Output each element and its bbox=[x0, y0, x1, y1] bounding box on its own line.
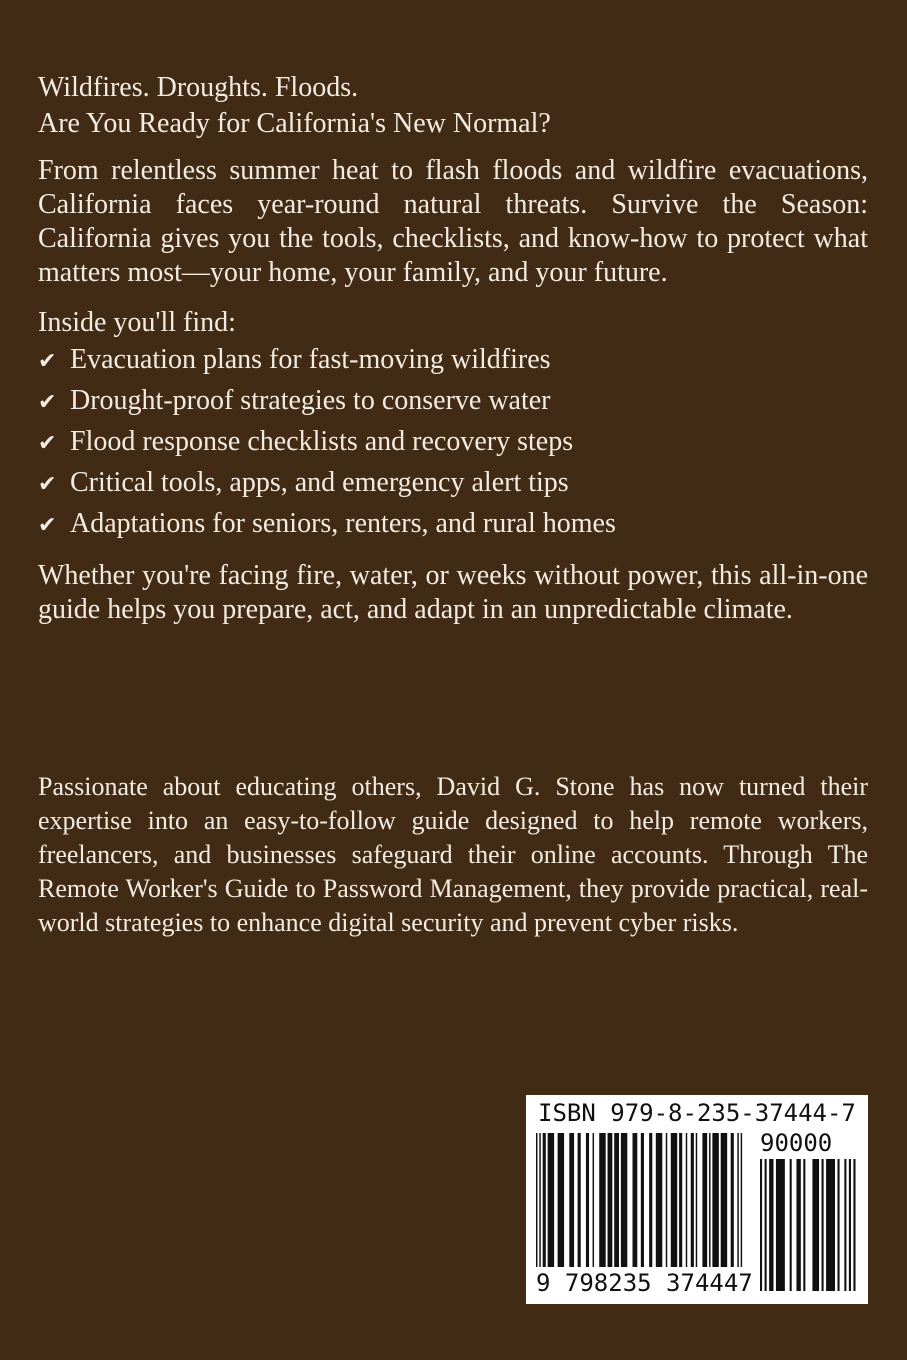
barcode-bar bbox=[765, 1159, 767, 1291]
list-item bbox=[38, 422, 868, 463]
barcode-bar bbox=[539, 1133, 540, 1267]
barcode-bar bbox=[796, 1159, 800, 1291]
check-icon: ✔ bbox=[38, 513, 57, 538]
barcode-main-bars bbox=[536, 1133, 744, 1267]
isbn-label: ISBN 979-8-235-37444-7 bbox=[538, 1099, 856, 1127]
list-item-text: Adaptations for seniors, renters, and rural homes bbox=[70, 508, 616, 539]
barcode-bar bbox=[803, 1159, 805, 1291]
barcode-bar bbox=[633, 1133, 638, 1267]
list-item bbox=[38, 463, 868, 504]
closing-paragraph: Whether you're facing fire, water, or weeks without power, this all-in-one guide helps you prepare, act, and adapt in an unpredictable climate. bbox=[38, 560, 868, 625]
barcode-bar bbox=[599, 1133, 605, 1267]
list-item bbox=[38, 504, 868, 545]
barcode-bar bbox=[812, 1159, 819, 1291]
barcode-bar bbox=[731, 1133, 734, 1267]
barcode-bar bbox=[548, 1133, 554, 1267]
list-item bbox=[38, 340, 868, 381]
barcode-bar bbox=[686, 1133, 687, 1267]
barcode-bar bbox=[822, 1159, 824, 1291]
list-item-text: Drought-proof strategies to conserve water bbox=[70, 385, 551, 416]
barcode-bar bbox=[593, 1133, 594, 1267]
barcode-bar bbox=[790, 1159, 792, 1291]
barcode-bar bbox=[641, 1133, 644, 1267]
barcode-bar bbox=[649, 1133, 652, 1267]
headline-line-2: Are You Ready for California's New Normal? bbox=[38, 108, 551, 139]
barcode-addon-bars bbox=[760, 1159, 858, 1291]
list-item-text: Evacuation plans for fast-moving wildfires bbox=[70, 344, 551, 375]
barcode-bar bbox=[621, 1133, 627, 1267]
barcode-bar bbox=[837, 1159, 839, 1291]
barcode-bar bbox=[608, 1133, 613, 1267]
barcode-bar bbox=[691, 1133, 694, 1267]
barcode-bar bbox=[844, 1159, 846, 1291]
barcode-bar bbox=[569, 1133, 574, 1267]
barcode-bar bbox=[769, 1159, 773, 1291]
author-bio: Passionate about educating others, David G. Stone has now turned their expertise into an easy-to-follow guide designed to help remote workers, freelancers, and businesses safeguard their online accounts. Through The Remote Worker's Guide to Password Management, they provide practical, real-world strategies to enhance digital security and prevent cyber risks. bbox=[38, 772, 868, 937]
check-icon: ✔ bbox=[38, 349, 57, 374]
barcode-bar bbox=[543, 1133, 546, 1267]
price-code: 90000 bbox=[760, 1129, 833, 1157]
barcode-bar bbox=[849, 1159, 851, 1291]
list-item bbox=[38, 381, 868, 422]
barcode-bar bbox=[536, 1133, 537, 1267]
barcode-bar bbox=[760, 1159, 762, 1291]
back-cover-content bbox=[38, 70, 868, 627]
isbn-barcode bbox=[526, 1095, 868, 1304]
check-icon: ✔ bbox=[38, 390, 57, 415]
check-icon: ✔ bbox=[38, 431, 57, 456]
check-icon: ✔ bbox=[38, 472, 57, 497]
barcode-bar bbox=[776, 1159, 785, 1291]
list-item-text: Flood response checklists and recovery steps bbox=[70, 426, 574, 457]
barcode-bar bbox=[712, 1133, 718, 1267]
barcode-bar bbox=[696, 1133, 697, 1267]
barcode-bar bbox=[826, 1159, 835, 1291]
barcode-bar bbox=[614, 1133, 619, 1267]
barcode-bar bbox=[558, 1133, 564, 1267]
barcode-bar bbox=[666, 1133, 667, 1267]
barcode-bar bbox=[741, 1133, 742, 1267]
inside-title: Inside you'll find: bbox=[38, 307, 236, 338]
barcode-bar bbox=[702, 1133, 707, 1267]
barcode-bar bbox=[709, 1133, 710, 1267]
barcode-bar bbox=[656, 1133, 662, 1267]
barcode-bar bbox=[737, 1133, 738, 1267]
barcode-bar bbox=[671, 1133, 677, 1267]
barcode-bar bbox=[853, 1159, 855, 1291]
intro-paragraph: From relentless summer heat to flash floods and wildfire evacuations, California faces year-round natural threats. Survive the Season: California gives you the tools, checklists, and know-how to protect what matters most—your home, your family, and your future. bbox=[38, 155, 868, 288]
barcode-bar bbox=[578, 1133, 581, 1267]
barcode-bar bbox=[586, 1133, 589, 1267]
barcode-bar bbox=[721, 1133, 727, 1267]
barcode-bar bbox=[679, 1133, 682, 1267]
list-item-text: Critical tools, apps, and emergency alert tips bbox=[70, 467, 569, 498]
headline-line-1: Wildfires. Droughts. Floods. bbox=[38, 72, 359, 103]
feature-list bbox=[38, 340, 868, 545]
barcode-digits: 9 798235 374447 bbox=[536, 1269, 753, 1297]
